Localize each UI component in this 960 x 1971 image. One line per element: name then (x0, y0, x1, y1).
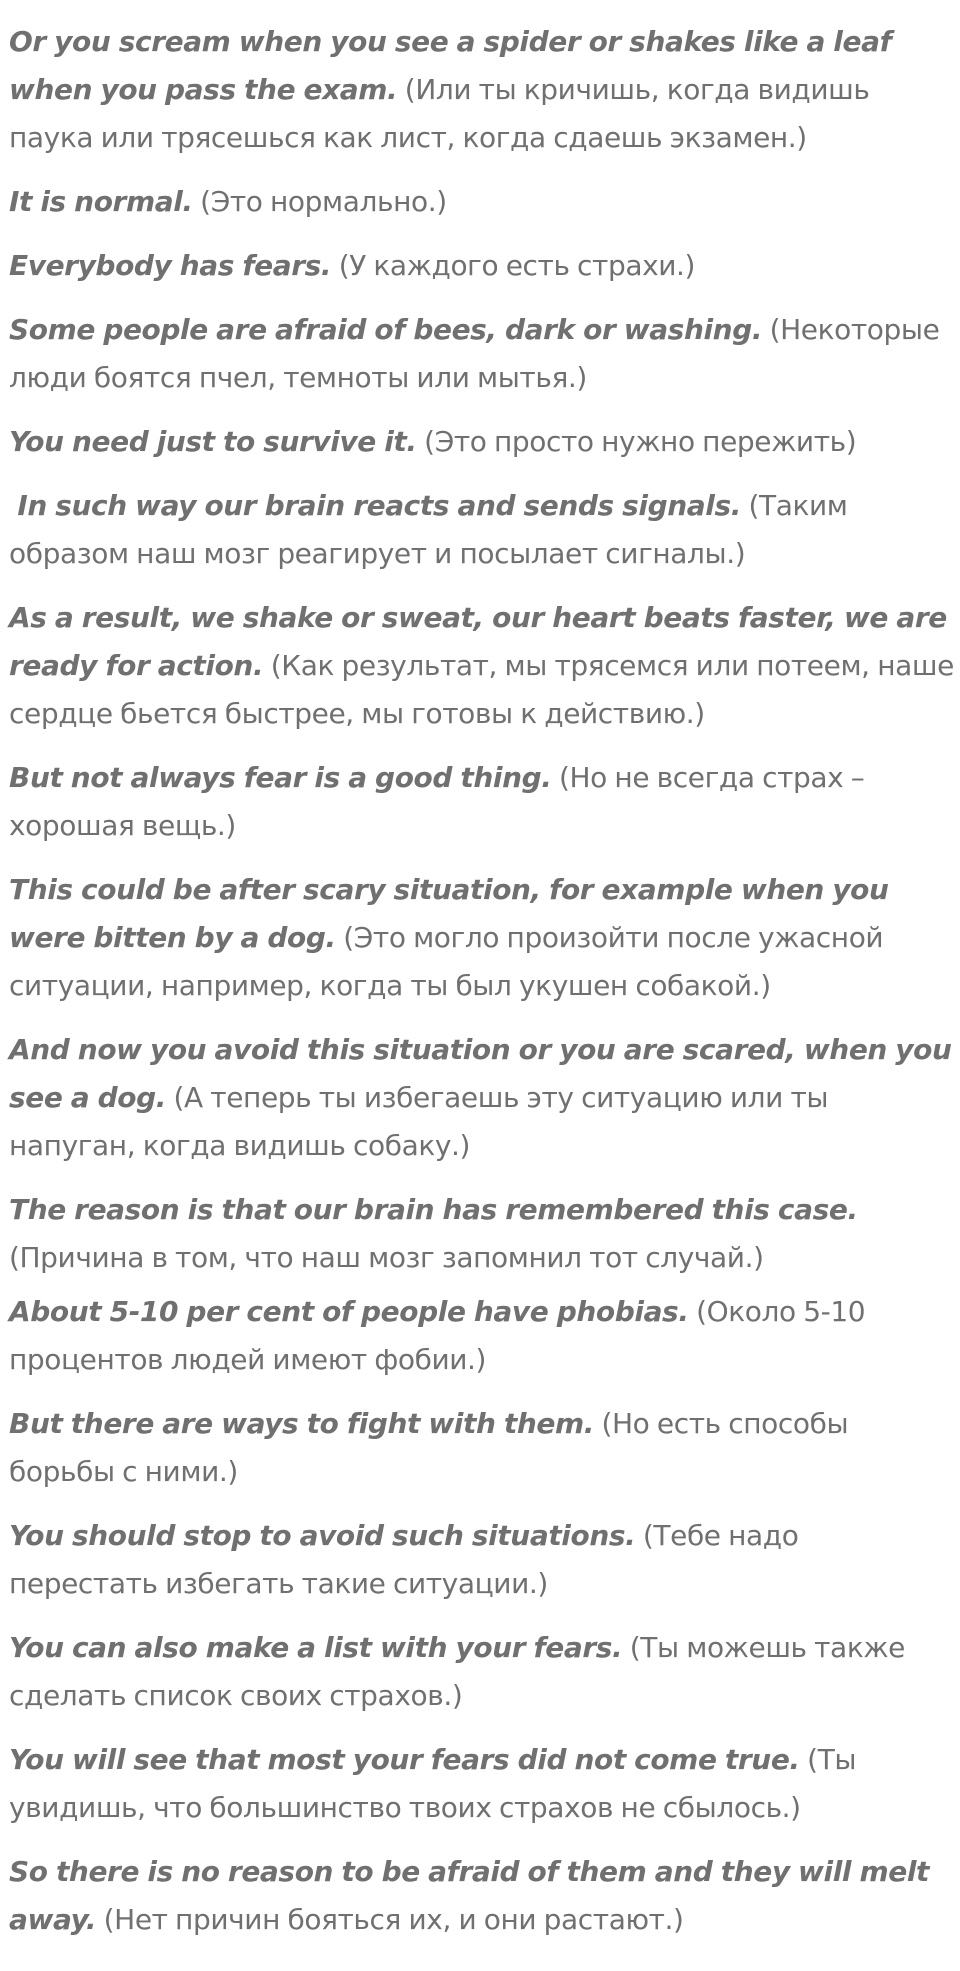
russian-translation: (Причина в том, что наш мозг запомнил тот случай.) (9, 1241, 764, 1274)
russian-translation: (Тебе надо перестать избегать такие ситуации.) (9, 1519, 799, 1600)
russian-translation: (У каждого есть страхи.) (338, 249, 696, 282)
paragraph (9, 418, 954, 466)
english-sentence: You will see that most your fears did not come true. (9, 1743, 800, 1776)
paragraph (9, 1512, 954, 1608)
russian-translation: (Это нормально.) (200, 185, 447, 218)
russian-translation: (Ты можешь также сделать список своих страхов.) (9, 1631, 905, 1712)
russian-translation: (Около 5-10 процентов людей имеют фобии.) (9, 1295, 866, 1376)
english-sentence: But not always fear is a good thing. (9, 761, 552, 794)
russian-translation: (Как результат, мы трясемся или потеем, наше сердце бьется быстрее, мы готовы к действию.) (9, 649, 954, 730)
english-sentence: It is normal. (9, 185, 193, 218)
paragraph (9, 594, 954, 738)
paragraph (9, 1624, 954, 1720)
document-body (9, 18, 954, 1944)
paragraph (9, 178, 954, 226)
english-sentence: You should stop to avoid such situations. (9, 1519, 636, 1552)
paragraph (9, 1288, 954, 1384)
russian-translation: (Это просто нужно пережить) (424, 425, 857, 458)
paragraph (9, 306, 954, 402)
paragraph (9, 754, 954, 850)
russian-translation: (Некоторые люди боятся пчел, темноты или мытья.) (9, 313, 940, 394)
paragraph (9, 482, 954, 578)
paragraph (9, 18, 954, 162)
english-sentence: In such way our brain reacts and sends signals. (9, 489, 741, 522)
russian-translation: (Нет причин бояться их, и они растают.) (103, 1903, 684, 1936)
paragraph (9, 1186, 954, 1282)
english-sentence: The reason is that our brain has remembered this case. (9, 1193, 858, 1226)
russian-translation: (Но есть способы борьбы с ними.) (9, 1407, 849, 1488)
english-sentence: This could be after scary situation, for example when you were bitten by a dog. (9, 873, 889, 954)
english-sentence: And now you avoid this situation or you are scared, when you see a dog. (9, 1033, 952, 1114)
paragraph (9, 866, 954, 1010)
russian-translation: (Таким образом наш мозг реагирует и посылает сигналы.) (9, 489, 856, 570)
russian-translation: (Или ты кричишь, когда видишь паука или трясешься как лист, когда сдаешь экзамен.) (9, 73, 870, 154)
russian-translation: (Ты увидишь, что большинство твоих страхов не сбылось.) (9, 1743, 857, 1824)
russian-translation: (А теперь ты избегаешь эту ситуацию или ты напуган, когда видишь собаку.) (9, 1081, 829, 1162)
english-sentence: Everybody has fears. (9, 249, 332, 282)
english-sentence: Or you scream when you see a spider or shakes like a leaf when you pass the exam. (9, 25, 892, 106)
paragraph (9, 1736, 954, 1832)
english-sentence: So there is no reason to be afraid of them and they will melt away. (9, 1855, 930, 1936)
english-sentence: As a result, we shake or sweat, our heart beats faster, we are ready for action. (9, 601, 947, 682)
russian-translation: (Это могло произойти после ужасной ситуации, например, когда ты был укушен собакой.) (9, 921, 884, 1002)
english-sentence: You can also make a list with your fears. (9, 1631, 623, 1664)
english-sentence: You need just to survive it. (9, 425, 417, 458)
english-sentence: About 5-10 per cent of people have phobias. (9, 1295, 689, 1328)
english-sentence: But there are ways to fight with them. (9, 1407, 594, 1440)
paragraph (9, 1400, 954, 1496)
russian-translation: (Но не всегда страх – хорошая вещь.) (9, 761, 865, 842)
english-sentence: Some people are afraid of bees, dark or washing. (9, 313, 763, 346)
paragraph (9, 242, 954, 290)
paragraph (9, 1026, 954, 1170)
paragraph (9, 1848, 954, 1944)
